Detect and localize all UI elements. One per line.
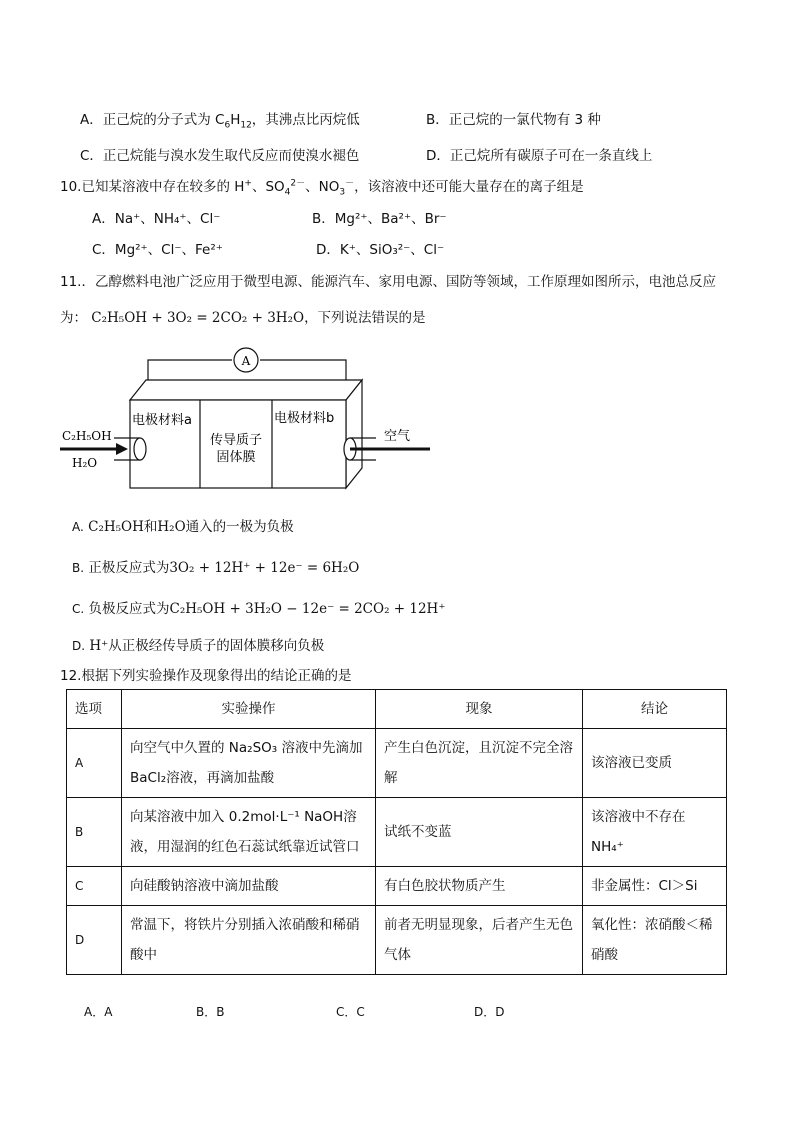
q12-option-d: D．D (474, 1005, 505, 1019)
electrode-a-label: 电极材料a (132, 413, 192, 428)
cell-top-face (130, 380, 362, 400)
q12-option-c: C．C (336, 1005, 365, 1019)
q11-a-post: 通入的一极为负极 (185, 519, 294, 535)
left-arrow-head-icon (116, 443, 128, 455)
q11-total-equation: C₂H₅OH + 3O₂ = 2CO₂ + 3H₂O (91, 310, 305, 326)
membrane-label-2: 固体膜 (216, 450, 256, 465)
q11-a-ethanol: C₂H₅OH (88, 519, 144, 535)
q11-c-label: C. (72, 602, 85, 616)
q9-a-sub1: 6 (224, 120, 231, 131)
row-a-conclusion: 该溶液已变质 (583, 729, 727, 798)
q11-d-text: 从正极经传导质子的固体膜移向负极 (108, 638, 325, 654)
q10-option-b: B．Mg²⁺、Ba²⁺、Br⁻ (312, 211, 447, 227)
header-operation: 实验操作 (122, 690, 376, 729)
q11-b-label: B. (72, 561, 85, 575)
input-ethanol-label: C₂H₅OH (62, 429, 112, 443)
ammeter-label: A (241, 354, 251, 368)
row-d-phenomenon: 前者无明显现象，后者产生无色气体 (376, 906, 583, 975)
q11-option-d (72, 634, 324, 654)
table-row (67, 798, 727, 867)
row-b-conclusion: 该溶液中不存在NH₄⁺ (583, 798, 727, 867)
fuel-cell-diagram (60, 340, 440, 500)
q9-option-a (80, 108, 360, 131)
electrode-b-label: 电极材料b (274, 411, 335, 426)
row-a-operation: 向空气中久置的 Na₂SO₃ 溶液中先滴加 BaCl₂溶液，再滴加盐酸 (122, 729, 376, 798)
q9-a-mid: H (230, 112, 241, 128)
q9-a-text: A．正己烷的分子式为 C (80, 112, 225, 128)
q10-option-c: C．Mg²⁺、Cl⁻、Fe²⁺ (92, 242, 223, 258)
q10-sub1: 4 (284, 187, 291, 198)
q11-c-equation: C₂H₅OH + 3H₂O − 12e⁻ = 2CO₂ + 12H⁺ (169, 601, 446, 617)
q10-stem-pre: 10.已知某溶液中存在较多的 H (60, 179, 245, 195)
q11-stem-pre: 为： (60, 310, 87, 326)
q10-sup3: － (345, 178, 355, 189)
input-water-label: H₂O (72, 456, 98, 470)
q10-mid2: 、NO (305, 179, 340, 195)
q11-stem-line1: 11.．乙醇燃料电池广泛应用于微型电源、能源汽车、家用电源、国防等领域，工作原理如图所示，电池总反应 (60, 274, 716, 290)
q10-stem-post: ，该溶液中还可能大量存在的离子组是 (354, 179, 584, 195)
q10-sup2: 2－ (290, 178, 306, 189)
q11-option-a (72, 515, 294, 535)
q9-option-c: C．正己烷能与溴水发生取代反应而使溴水褪色 (80, 148, 360, 164)
table-row (67, 867, 727, 906)
row-c-conclusion: 非金属性：Cl＞Si (583, 867, 727, 906)
q9-a-post: ，其沸点比丙烷低 (251, 112, 360, 128)
q10-sup1: + (244, 178, 252, 189)
q11-c-text: 负极反应式为 (88, 601, 170, 617)
table-header-row (67, 690, 727, 729)
q10-mid1: 、SO (251, 179, 285, 195)
q11-option-c (72, 597, 445, 617)
row-b-option: B (67, 798, 122, 867)
q10-sub2: 3 (339, 187, 346, 198)
header-option: 选项 (67, 690, 122, 729)
row-b-phenomenon: 试纸不变蓝 (376, 798, 583, 867)
header-conclusion: 结论 (583, 690, 727, 729)
header-phenomenon: 现象 (376, 690, 583, 729)
cell-side-face (346, 380, 362, 488)
q11-stem-line2 (60, 306, 426, 326)
q9-a-sub2: 12 (240, 120, 252, 131)
row-c-option: C (67, 867, 122, 906)
experiment-table (66, 689, 727, 975)
row-a-phenomenon: 产生白色沉淀，且沉淀不完全溶解 (376, 729, 583, 798)
left-pipe-end (134, 438, 146, 460)
q12-stem: 12.根据下列实验操作及现象得出的结论正确的是 (60, 668, 352, 684)
q9-option-b: B．正己烷的一氯代物有 3 种 (426, 112, 601, 128)
q12-option-a: A．A (84, 1005, 113, 1019)
q9-option-d: D．正己烷所有碳原子可在一条直线上 (426, 148, 653, 164)
row-a-option: A (67, 729, 122, 798)
row-d-option: D (67, 906, 122, 975)
row-b-operation: 向某溶液中加入 0.2mol·L⁻¹ NaOH溶液，用湿润的红色石蕊试纸靠近试管口 (122, 798, 376, 867)
row-c-operation: 向硅酸钠溶液中滴加盐酸 (122, 867, 376, 906)
q11-d-label: D. (72, 639, 86, 653)
q11-a-mid: 和 (143, 519, 158, 535)
row-c-phenomenon: 有白色胶状物质产生 (376, 867, 583, 906)
membrane-label-1: 传导质子 (209, 433, 263, 448)
q11-a-water: H₂O (157, 519, 186, 535)
q11-b-equation: 3O₂ + 12H⁺ + 12e⁻ = 6H₂O (169, 560, 360, 576)
table-row (67, 906, 727, 975)
q11-b-text: 正极反应式为 (88, 560, 170, 576)
row-d-operation: 常温下，将铁片分别插入浓硝酸和稀硝酸中 (122, 906, 376, 975)
q11-d-ion: H⁺ (89, 638, 109, 654)
table-row (67, 729, 727, 798)
q11-option-b (72, 556, 359, 576)
q11-a-label: A. (72, 520, 84, 534)
input-air-label: 空气 (384, 429, 411, 444)
q11-stem-post: ，下列说法错误的是 (304, 310, 426, 326)
q10-option-a: A．Na⁺、NH₄⁺、Cl⁻ (92, 211, 221, 227)
q10-option-d: D．K⁺、SiO₃²⁻、Cl⁻ (316, 242, 445, 258)
q12-option-b: B．B (196, 1005, 225, 1019)
row-d-conclusion: 氧化性：浓硝酸＜稀硝酸 (583, 906, 727, 975)
q10-stem (60, 175, 584, 198)
